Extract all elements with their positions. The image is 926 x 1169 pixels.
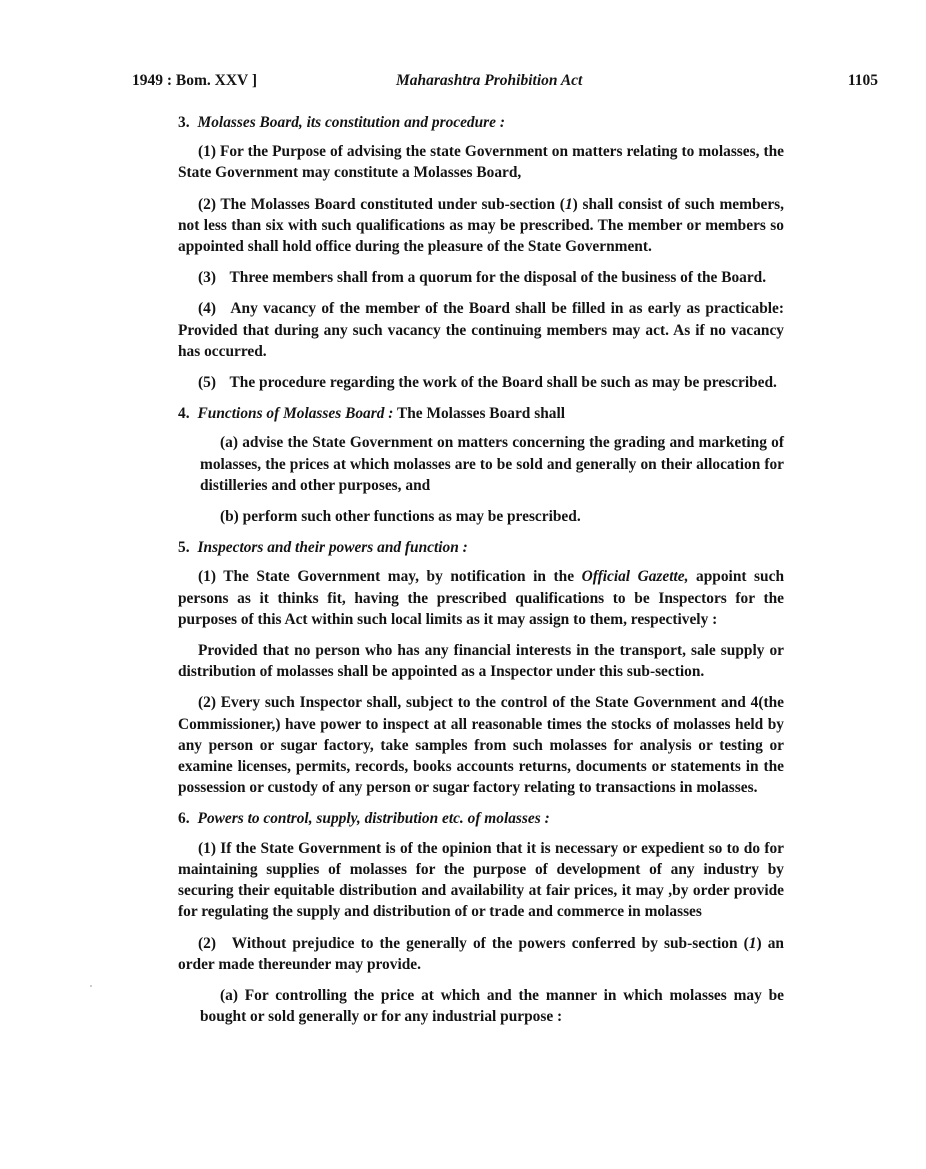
section-4-clause-b: (b) perform such other functions as may be prescribed. (220, 508, 581, 526)
section-number: 6. (178, 810, 190, 828)
section-3-subsection-5 (178, 372, 784, 393)
subsection-text: Any vacancy of the member of the Board shall be filled in as early as practicable: Provided that during any such vacancy the continuing members may act. As if no vacancy has occurred. (178, 300, 784, 360)
gazette-reference: Official Gazette, (581, 568, 689, 586)
section-5-subsection-2: (2) Every such Inspector shall, subject to the control of the State Government and 4(the Commissioner,) have power to inspect at all reasonable times the stocks of molasses held by any person or sugar factory, take samples from such molasses for analysis or testing or examine licenses, permits, records, books accounts returns, documents or statements in the possession or custody of any person or sugar factory relating to transactions in molasses. (178, 694, 784, 797)
section-3-subsection-1: (1) For the Purpose of advising the state Government on matters relating to molasses, the State Government may constitute a Molasses Board, (178, 143, 784, 182)
section-3-heading (178, 112, 784, 133)
subsection-text: The procedure regarding the work of the Board shall be such as may be prescribed. (229, 374, 777, 392)
page-number: 1105 (847, 72, 878, 89)
scan-speck (90, 985, 92, 987)
section-4-clause-a: (a) advise the State Government on matters concerning the grading and marketing of molasses, the prices at which molasses are to be sold and generally on their allocation for distilleries and other purposes, and (200, 434, 784, 494)
section-6-clause-a: (a) For controlling the price at which and the manner in which molasses may be bought or sold generally or for any industrial purpose : (200, 986, 784, 1026)
subsection-text: Three members shall from a quorum for the disposal of the business of the Board. (229, 269, 767, 287)
subsection-text: (1) The State Government may, by notification in the (198, 568, 582, 586)
section-number: 4. (178, 405, 190, 423)
section-number: 5. (178, 539, 190, 557)
section-heading-rest: The Molasses Board shall (393, 405, 565, 423)
subsection-reference: 1 (748, 934, 757, 952)
section-6-heading (178, 808, 784, 829)
subsection-text: (2) The Molasses Board constituted under sub-section ( (198, 195, 565, 213)
section-3-subsection-2 (178, 194, 784, 258)
section-5-heading (178, 537, 784, 558)
section-5-subsection-1 (178, 566, 784, 630)
section-title: Powers to control, supply, distribution etc. of molasses : (197, 810, 550, 828)
section-3-subsection-3 (178, 267, 784, 288)
subsection-number: (5) (198, 374, 216, 392)
section-6-subsection-2 (178, 933, 784, 975)
document-body (178, 104, 784, 1037)
subsection-text: appoint such persons as it thinks fit, having the prescribed qualifications to be Inspectors for the purposes of this Act within such local limits as it may assign to them, respectively : (178, 568, 785, 628)
subsection-reference: 1 (564, 195, 573, 213)
subsection-number: (3) (198, 269, 216, 287)
subsection-number: (4) (198, 300, 216, 318)
section-6-subsection-1: (1) If the State Government is of the opinion that it is necessary or expedient so to do for maintaining supplies of molasses for the purpose of development of any industry by securing their equitable distribution and availability at fair prices, it may ,by order provide for regulating the supply and distribution of or trade and commerce in molasses (178, 839, 784, 921)
act-title: Maharashtra Prohibition Act (396, 72, 583, 89)
section-5-proviso: Provided that no person who has any financial interests in the transport, sale supply or distribution of molasses shall be appointed as a Inspector under this sub-section. (178, 642, 784, 681)
section-number: 3. (178, 114, 190, 131)
section-title: Inspectors and their powers and function : (197, 539, 468, 557)
section-title: Molasses Board, its constitution and procedure : (197, 114, 505, 131)
section-title: Functions of Molasses Board : (197, 405, 394, 423)
subsection-text: ) an order made thereunder may provide. (178, 934, 784, 973)
subsection-number: (2) (198, 934, 216, 952)
section-4-heading (178, 403, 784, 424)
act-citation: 1949 : Bom. XXV ] (132, 72, 257, 89)
subsection-text: ) shall consist of such members, not less than six with such qualifications as may be prescribed. The member or members so appointed shall hold office during the pleasure of the State Government. (178, 195, 785, 256)
subsection-text: Without prejudice to the generally of the powers conferred by sub-section ( (231, 934, 749, 952)
running-header (132, 72, 878, 96)
section-3-subsection-4 (178, 298, 784, 362)
